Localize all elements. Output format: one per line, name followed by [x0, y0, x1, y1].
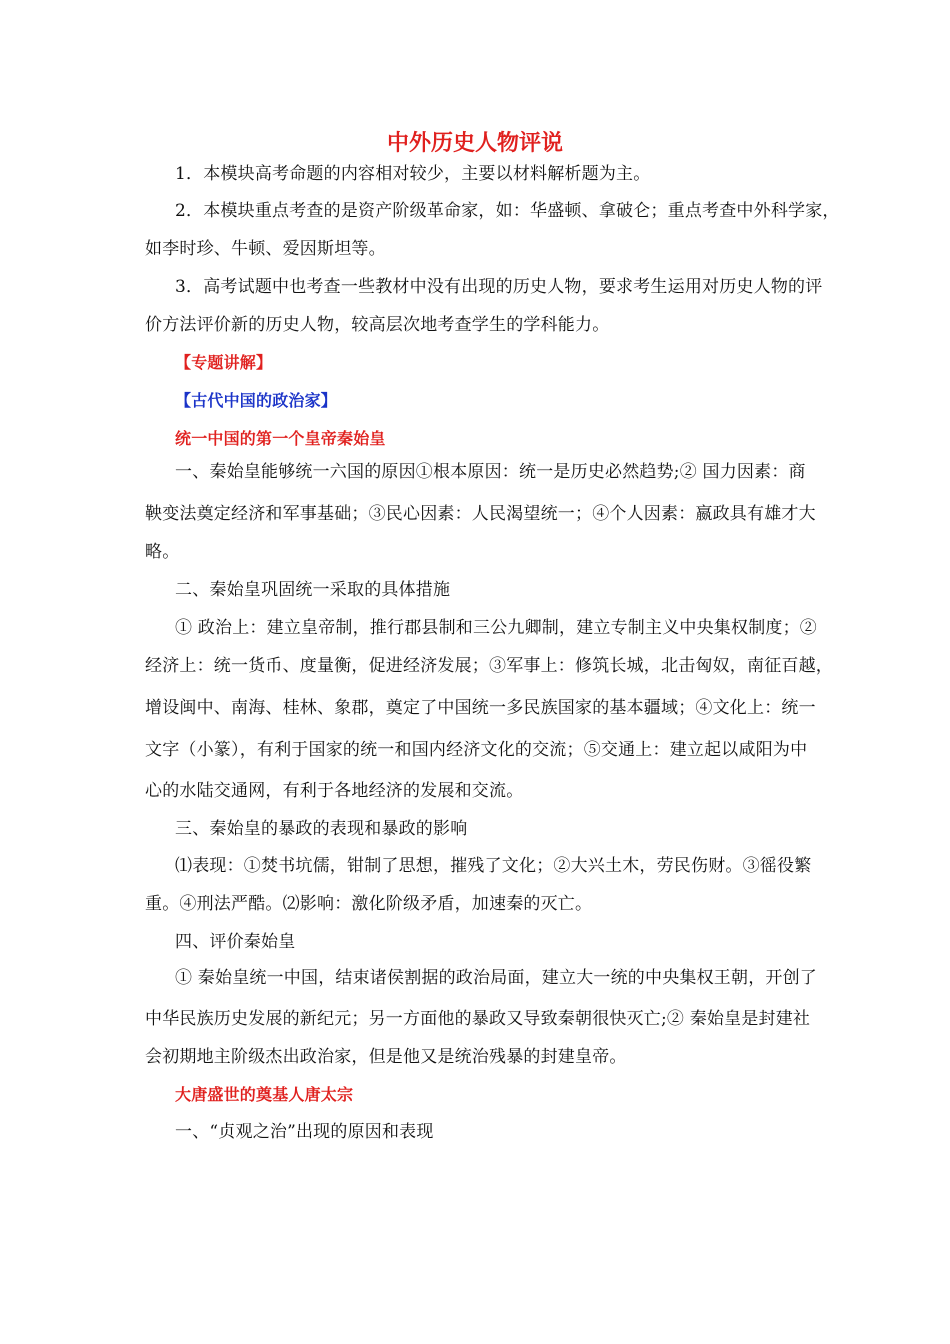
paragraph-line: ① 秦始皇统一中国，结束诸侯割据的政治局面，建立大一统的中央集权王朝，开创了 [175, 968, 818, 988]
paragraph-line: ⑴表现：①焚书坑儒，钳制了思想，摧残了文化；②大兴土木，劳民伤财。③徭役繁 [175, 856, 812, 876]
section-heading-ancient-politicians: 【古代中国的政治家】 [175, 391, 338, 410]
paragraph-line: 略。 [145, 542, 180, 562]
paragraph-heading: 四、评价秦始皇 [175, 932, 296, 952]
paragraph-line: 鞅变法奠定经济和军事基础；③民心因素：人民渴望统一；④个人因素：嬴政具有雄才大 [145, 504, 816, 524]
section-heading-lecture: 【专题讲解】 [175, 353, 273, 372]
paragraph-heading: 三、秦始皇的暴政的表现和暴政的影响 [175, 819, 468, 839]
paragraph-line: 文字（小篆），有利于国家的统一和国内经济文化的交流；⑤交通上：建立起以咸阳为中 [145, 740, 808, 760]
paragraph-line: 一、秦始皇能够统一六国的原因①根本原因：统一是历史必然趋势;② 国力因素：商 [175, 462, 806, 482]
document-title: 中外历史人物评说 [386, 131, 563, 156]
paragraph-line: ① 政治上：建立皇帝制，推行郡县制和三公九卿制，建立专制主义中央集权制度；② [175, 618, 818, 638]
paragraph-line: 经济上：统一货币、度量衡，促进经济发展；③军事上：修筑长城，北击匈奴，南征百越， [145, 656, 833, 676]
point-2-line-2: 如李时珍、牛顿、爱因斯坦等。 [145, 239, 386, 259]
point-2-line-1: 2．本模块重点考查的是资产阶级革命家，如：华盛顿、拿破仑；重点考查中外科学家， [175, 201, 840, 221]
point-3-line-1: 3．高考试题中也考查一些教材中没有出现的历史人物，要求考生运用对历史人物的评 [175, 277, 823, 297]
paragraph-line: 中华民族历史发展的新纪元；另一方面他的暴政又导致秦朝很快灭亡;② 秦始皇是封建社 [145, 1009, 811, 1029]
subheading-tang-taizong: 大唐盛世的奠基人唐太宗 [175, 1085, 354, 1104]
paragraph-line: 增设闽中、南海、桂林、象郡，奠定了中国统一多民族国家的基本疆域；④文化上：统一 [145, 698, 816, 718]
paragraph-heading: 一、“贞观之治”出现的原因和表现 [175, 1122, 434, 1142]
paragraph-line: 会初期地主阶级杰出政治家，但是他又是统治残暴的封建皇帝。 [145, 1047, 627, 1067]
paragraph-line: 重。④刑法严酷。⑵影响：激化阶级矛盾，加速秦的灭亡。 [145, 894, 593, 914]
point-3-line-2: 价方法评价新的历史人物，较高层次地考查学生的学科能力。 [145, 315, 610, 335]
subheading-qin-shihuang: 统一中国的第一个皇帝秦始皇 [175, 429, 386, 448]
point-1: 1．本模块高考命题的内容相对较少，主要以材料解析题为主。 [175, 164, 651, 184]
paragraph-heading: 二、秦始皇巩固统一采取的具体措施 [175, 580, 451, 600]
paragraph-line: 心的水陆交通网，有利于各地经济的发展和交流。 [145, 781, 524, 801]
